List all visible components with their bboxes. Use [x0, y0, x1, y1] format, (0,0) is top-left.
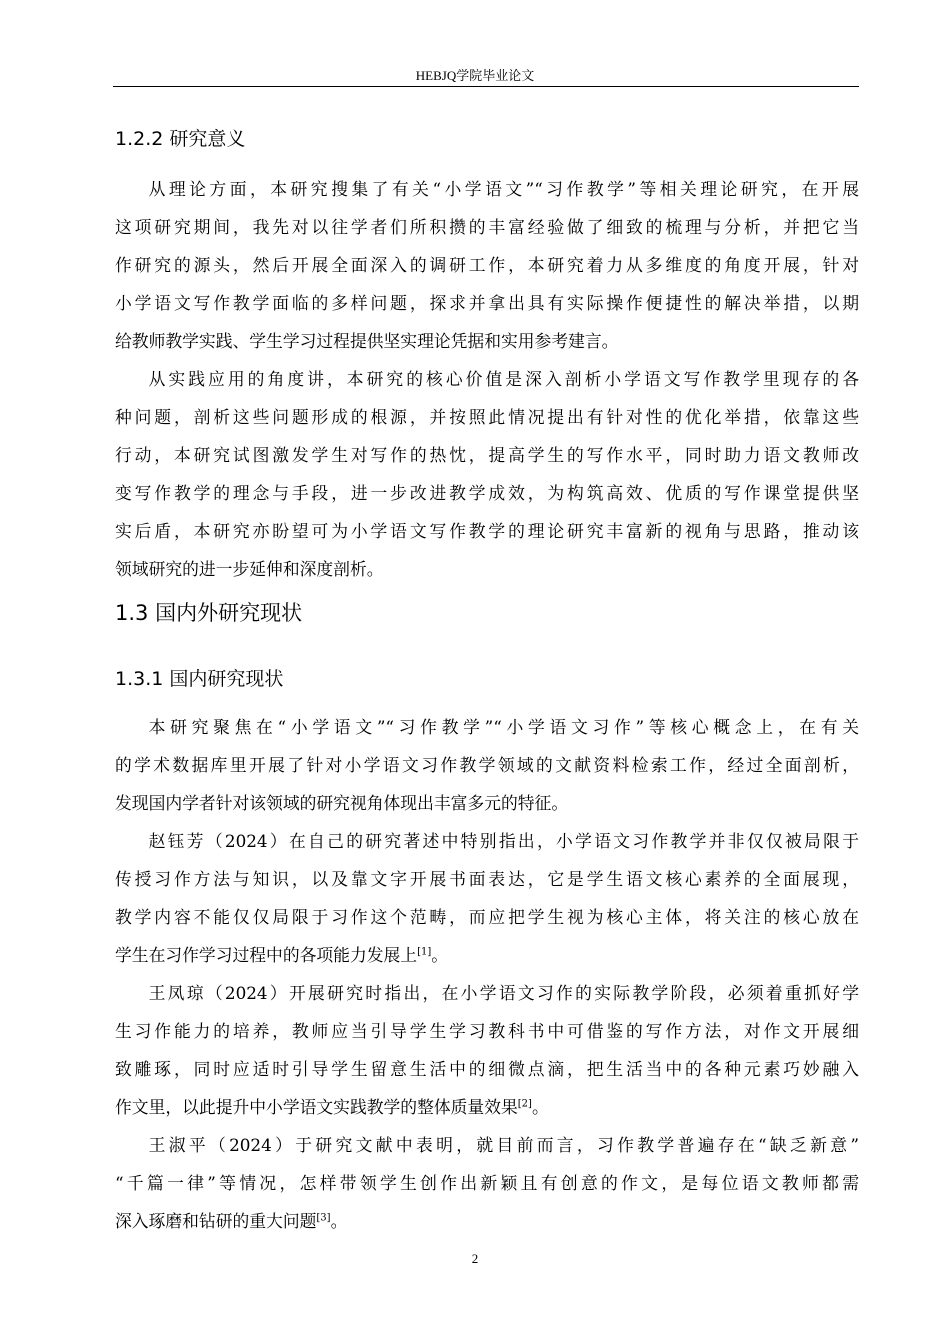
header-divider	[113, 86, 859, 87]
paragraph-line: 本研究聚焦在“小学语文”“习作教学”“小学语文习作”等核心概念上，在有关	[148, 717, 859, 737]
line-tail: 。	[431, 945, 449, 965]
paragraph-line: 给教师教学实践、学生学习过程提供坚实理论凭据和实用参考建言。	[115, 331, 619, 351]
paragraph-line: 王凤琼（2024）开展研究时指出，在小学语文习作的实际教学阶段，必须着重抓好学	[148, 983, 859, 1003]
paragraph-line	[115, 936, 859, 974]
header-title: HEBJQ学院毕业论文	[415, 68, 535, 83]
paragraph-line: 赵钰芳（2024）在自己的研究著述中特别指出，小学语文习作教学并非仅仅被局限于	[148, 831, 859, 851]
paragraph-line: “千篇一律”等情况，怎样带领学生创作出新颖且有创意的作文，是每位语文教师都需	[115, 1173, 859, 1193]
paragraph-line: 种问题，剖析这些问题形成的根源，并按照此情况提出有针对性的优化举措，依靠这些	[115, 407, 859, 427]
citation-ref[interactable]: [2]	[517, 1098, 532, 1110]
paragraph-line: 变写作教学的理念与手段，进一步改进教学成效，为构筑高效、优质的写作课堂提供坚	[115, 483, 859, 503]
paragraph-line: 发现国内学者针对该领域的研究视角体现出丰富多元的特征。	[115, 793, 569, 813]
paragraph-line: 王淑平（2024）于研究文献中表明，就目前而言，习作教学普遍存在“缺乏新意”	[148, 1135, 859, 1155]
paragraph-line	[115, 1088, 859, 1126]
paragraph-wang-fq	[115, 974, 859, 1126]
paragraph-line: 传授习作方法与知识，以及靠文字开展书面表达，它是学生语文核心素养的全面展现，	[115, 869, 859, 889]
section-heading-1-2-2: 1.2.2 研究意义	[115, 128, 246, 150]
line-tail: 。	[531, 1097, 549, 1117]
paragraph-line: 的学术数据库里开展了针对小学语文习作教学领域的文献资料检索工作，经过全面剖析，	[115, 755, 859, 775]
page-number: 2	[471, 1251, 479, 1266]
paragraph-line: 致雕琢，同时应适时引导学生留意生活中的细微点滴，把生活当中的各种元素巧妙融入	[115, 1059, 859, 1079]
citation-ref[interactable]: [3]	[316, 1212, 331, 1224]
section-heading-1-3: 1.3 国内外研究现状	[115, 601, 303, 625]
paragraph-line: 这项研究期间，我先对以往学者们所积攒的丰富经验做了细致的梳理与分析，并把它当	[115, 217, 859, 237]
paragraph-line: 作研究的源头，然后开展全面深入的调研工作，本研究着力从多维度的角度开展，针对	[115, 255, 859, 275]
line-text: 学生在习作学习过程中的各项能力发展上	[115, 945, 418, 965]
paragraph-line: 教学内容不能仅仅局限于习作这个范畴，而应把学生视为核心主体，将关注的核心放在	[115, 907, 859, 927]
paragraph-line: 行动，本研究试图激发学生对写作的热忱，提高学生的写作水平，同时助力语文教师改	[115, 445, 859, 465]
paragraph-line: 领域研究的进一步延伸和深度剖析。	[115, 559, 384, 579]
paragraph-wang-sp	[115, 1126, 859, 1240]
line-text: 作文里，以此提升中小学语文实践教学的整体质量效果	[115, 1097, 518, 1117]
paragraph-line	[115, 1202, 859, 1240]
paragraph-zhao	[115, 822, 859, 974]
section-heading-1-3-1: 1.3.1 国内研究现状	[115, 668, 284, 690]
citation-ref[interactable]: [1]	[417, 946, 432, 958]
paragraph-line: 从理论方面，本研究搜集了有关“小学语文”“习作教学”等相关理论研究，在开展	[148, 179, 859, 199]
paragraph-domestic-intro	[115, 708, 859, 822]
paragraph-line: 从实践应用的角度讲，本研究的核心价值是深入剖析小学语文写作教学里现存的各	[148, 369, 859, 389]
paragraph-line: 小学语文写作教学面临的多样问题，探求并拿出具有实际操作便捷性的解决举措，以期	[115, 293, 859, 313]
paragraph-practice	[115, 360, 859, 588]
paragraph-theory	[115, 170, 859, 360]
paragraph-line: 生习作能力的培养，教师应当引导学生学习教科书中可借鉴的写作方法，对作文开展细	[115, 1021, 859, 1041]
paragraph-line: 实后盾，本研究亦盼望可为小学语文写作教学的理论研究丰富新的视角与思路，推动该	[115, 521, 859, 541]
line-text: 深入琢磨和钻研的重大问题	[115, 1211, 317, 1231]
line-tail: 。	[330, 1211, 348, 1231]
